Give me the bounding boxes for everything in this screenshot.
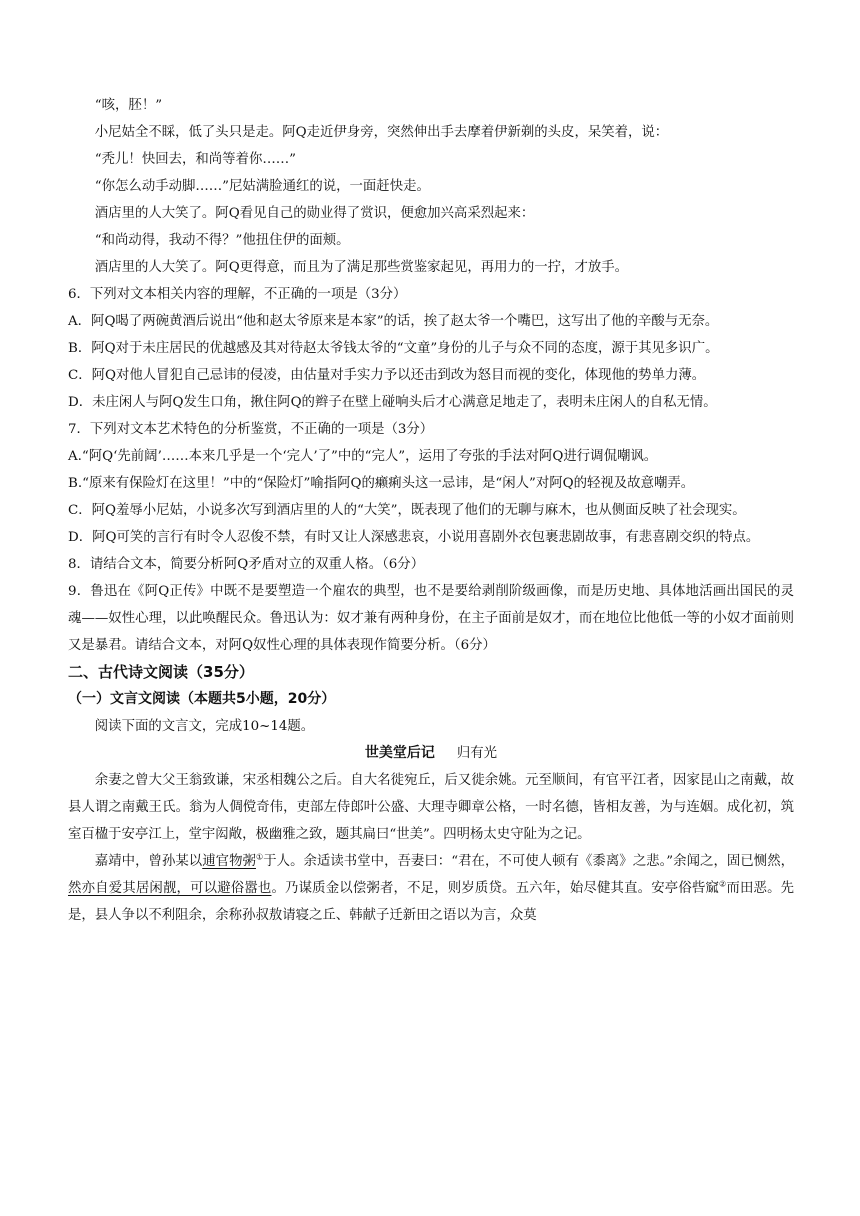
question-6-option-c: C．阿Q对他人冒犯自己忌讳的侵凌，由估量对手实力予以还击到改为怒目而视的变化，体现他的势单力薄。 [68,368,706,383]
question-7-option-a: A.“阿Q‘先前阔’……本来几乎是一个‘完人’了”中的“完人”，运用了夸张的手法对阿Q进行调侃嘲讽。 [68,449,658,464]
essay-title: 世美堂后记 [364,745,435,761]
question-9: 9．鲁迅在《阿Q正传》中既不是要塑造一个雇农的典型，也不是要给剥削阶级画像，而是历史地、具体地活画出国民的灵魂——奴性心理，以此唤醒民众。鲁迅认为：奴才兼有两种身份，在主子面前是奴才，而在地位比他低一等的小奴才面前则又是暴君。请结合文本，对阿Q奴性心理的具体表现作简要分析。（6分） [68,584,794,653]
question-6-stem: 6．下列对文本相关内容的理解，不正确的一项是（3分） [68,287,407,302]
question-6-option-b: B．阿Q对于未庄居民的优越感及其对待赵太爷钱太爷的“文童”身份的儿子与众不同的态度，源于其见多识广。 [68,341,719,356]
passage-line: “咳，胚！” [94,98,163,113]
underlined-sentence: 然亦自爱其居闲靓，可以避俗嚣也 [68,881,272,896]
reading-instruction: 阅读下面的文言文，完成10~14题。 [94,719,315,734]
question-7-stem: 7．下列对文本艺术特色的分析鉴赏，不正确的一项是（3分） [68,422,434,437]
passage-line: 酒店里的人大笑了。阿Q更得意，而且为了满足那些赏鉴家起见，再用力的一拧，才放手。 [94,260,629,275]
essay-text: 于人。余适读书堂中，吾妻曰：“君在，不可使人顿有《黍离》之悲。”余闻之，固已恻然， [263,854,795,869]
passage-line: “你怎么动手动脚……”尼姑满脸通红的说，一面赶快走。 [94,179,430,194]
question-7-option-c: C．阿Q羞辱小尼姑，小说多次写到酒店里的人的“大笑”，既表现了他们的无聊与麻木，也从侧面反映了社会现实。 [68,503,746,518]
question-6-option-d: D．未庄闲人与阿Q发生口角，揪住阿Q的辫子在壁上碰响头后才心满意足地走了，表明未庄闲人的自私无情。 [68,395,717,410]
section-heading: 二、古代诗文阅读（35分） [68,663,254,681]
essay-title-line [68,740,794,767]
essay-text: 。乃谋质金以偿粥者，不足，则岁质贷。五六年，始尽健其直。安亭俗呰窳 [271,881,720,896]
passage-line: “和尚动得，我动不得？”他扭住伊的面颊。 [94,233,350,248]
question-8: 8．请结合文本，简要分析阿Q矛盾对立的双重人格。（6分） [68,557,425,572]
essay-text: 而田恶。先是，县人争以不利阻余，余称孙叔敖请寝之丘、韩献子迁新田之语以为言，众莫 [68,881,795,923]
passage-line: “秃儿！快回去，和尚等着你……” [94,152,296,167]
question-7-option-b: B.“原来有保险灯在这里！”中的“保险灯”喻指阿Q的癞痢头这一忌讳，是“闲人”对阿Q的轻视及故意嘲弄。 [68,476,695,491]
essay-text: 嘉靖中，曾孙某以 [94,854,203,869]
essay-author: 归有光 [456,746,498,761]
essay-paragraph-1: 余妻之曾大父王翁致谦，宋丞相魏公之后。自大名徙宛丘，后又徙余姚。元至顺间，有官平江者，因家昆山之南戴，故县人谓之南戴王氏。翁为人倜傥奇伟，吏部左侍郎叶公盛、大理寺卿章公格，一时名德，皆相友善，为与连姻。成化初，筑室百楹于安亭江上，堂宇闳敞，极幽雅之致，题其扁曰“世美”。四明杨太史守阯为之记。 [68,773,794,842]
passage-line: 小尼姑全不睬，低了头只是走。阿Q走近伊身旁，突然伸出手去摩着伊新剃的头皮，呆笑着，说： [94,125,669,140]
subsection-heading: （一）文言文阅读（本题共5小题，20分） [68,691,336,707]
essay-paragraph-2 [68,848,794,929]
question-7-option-d: D．阿Q可笑的言行有时令人忍俊不禁，有时又让人深感悲哀，小说用喜剧外衣包裹悲剧故事，有悲喜剧交织的特点。 [68,530,760,545]
footnote-marker-1: ① [255,852,264,862]
footnote-marker-2: ② [719,879,727,889]
passage-line: 酒店里的人大笑了。阿Q看见自己的勋业得了赏识，便愈加兴高采烈起来： [94,206,535,221]
page-content [68,92,794,929]
question-6-option-a: A．阿Q喝了两碗黄酒后说出“他和赵太爷原来是本家”的话，挨了赵太爷一个嘴巴，这写出了他的辛酸与无奈。 [68,314,719,329]
underlined-text: 逋官物粥 [202,854,256,869]
